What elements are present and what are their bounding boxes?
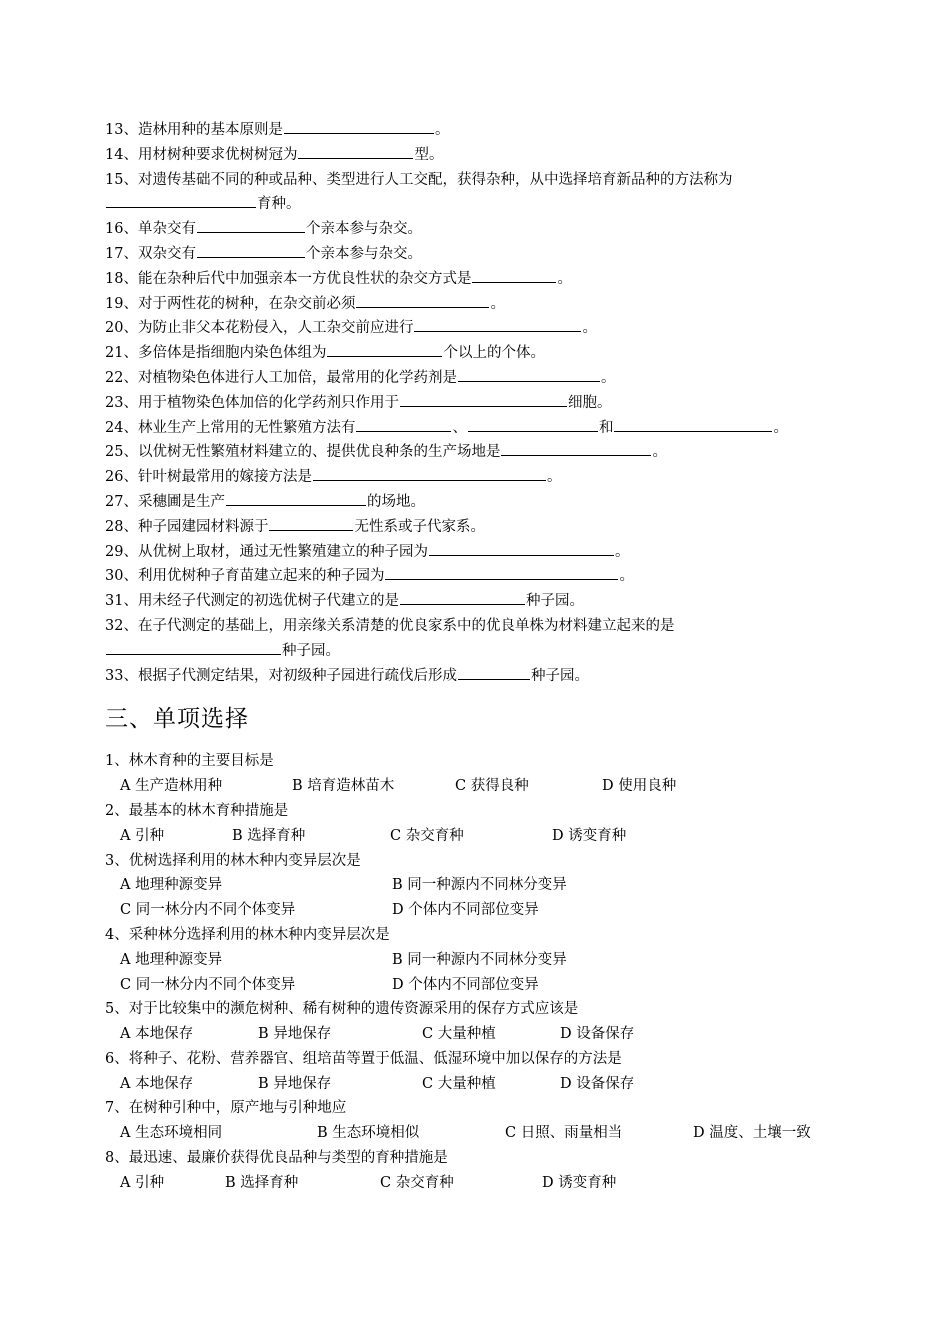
choice-option[interactable]: D 设备保存 (560, 1026, 635, 1043)
question-text: 的场地。 (366, 493, 425, 510)
question-number: 32、 (105, 617, 138, 634)
question-text: 育种。 (257, 196, 301, 213)
answer-blank[interactable] (226, 491, 366, 506)
question-text: 。 (619, 568, 634, 585)
fill-question-line (105, 292, 845, 317)
choice-option[interactable]: B 选择育种 (232, 827, 306, 844)
choice-option-row (105, 1072, 845, 1097)
question-text: 。 (773, 419, 788, 436)
question-text: 种子园。 (530, 667, 589, 684)
choice-option-row (105, 774, 845, 799)
question-text: 根据子代测定结果，对初级种子园进行疏伐后形成 (137, 667, 457, 684)
question-number: 23、 (105, 394, 138, 411)
question-number: 14、 (105, 146, 138, 163)
answer-blank[interactable] (458, 665, 530, 680)
question-number: 13、 (105, 122, 138, 138)
choice-question-stem: 4、采种林分选择利用的林木种内变异层次是 (105, 926, 390, 943)
question-text: 为防止非父本花粉侵入，人工杂交前应进行 (137, 320, 414, 337)
question-text: 双杂交有 (137, 245, 196, 262)
choice-option-row (105, 824, 845, 849)
choice-question-stem: 3、优树选择利用的林木种内变异层次是 (105, 852, 361, 869)
answer-blank[interactable] (284, 119, 434, 134)
question-number: 20、 (105, 320, 138, 337)
choice-option[interactable]: C 同一林分内不同个体变异 (120, 902, 296, 919)
choice-option[interactable]: C 日照、雨量相当 (505, 1125, 623, 1142)
question-number: 30、 (105, 568, 138, 585)
question-text: 多倍体是指细胞内染色体组为 (137, 345, 327, 362)
fill-question-line (105, 143, 845, 168)
answer-blank[interactable] (197, 218, 305, 233)
choice-question-stem: 6、将种子、花粉、营养器官、组培苗等置于低温、低湿环境中加以保存的方法是 (105, 1050, 622, 1067)
choice-option[interactable]: B 选择育种 (225, 1174, 299, 1191)
choice-option[interactable]: A 地理种源变异 (120, 877, 223, 894)
choice-option[interactable]: A 生态环境相同 (120, 1125, 223, 1142)
fill-question-line (105, 564, 845, 589)
choice-question-stem: 7、在树种引种中，原产地与引种地应 (105, 1100, 347, 1117)
question-number: 17、 (105, 245, 138, 262)
question-text: 针叶树最常用的嫁接方法是 (137, 469, 312, 486)
choice-option[interactable]: C 杂交育种 (380, 1174, 454, 1191)
choice-option-row (105, 948, 845, 973)
choice-question-stem: 8、最迅速、最廉价获得优良品种与类型的育种措施是 (105, 1150, 448, 1167)
choice-option[interactable]: A 本地保存 (120, 1075, 194, 1092)
choice-option[interactable]: A 地理种源变异 (120, 951, 223, 968)
fill-question-line (105, 490, 845, 515)
question-text: 种子园。 (525, 593, 584, 610)
question-number: 16、 (105, 221, 138, 238)
choice-option[interactable]: C 获得良种 (455, 778, 529, 795)
question-text: 林业生产上常用的无性繁殖方法有 (137, 419, 356, 436)
choice-option[interactable]: D 个体内不同部位变异 (392, 976, 539, 993)
choice-option[interactable]: D 温度、土壤一致 (693, 1125, 811, 1142)
question-text: 。 (557, 270, 572, 287)
question-text: 无性系或子代家系。 (354, 518, 485, 535)
question-text: 。 (600, 369, 616, 386)
question-text: 细胞。 (567, 394, 612, 411)
choice-option[interactable]: B 同一种源内不同林分变异 (392, 951, 567, 968)
answer-blank[interactable] (458, 367, 600, 382)
fill-question-line (105, 316, 845, 341)
question-text: 在子代测定的基础上，用亲缘关系清楚的优良家系中的优良单株为材料建立起来的是 (137, 617, 675, 634)
answer-blank[interactable] (614, 417, 772, 432)
question-text: 造林用种的基本原则是 (137, 122, 283, 138)
fill-question-line (105, 639, 845, 664)
choice-option[interactable]: B 培育造林苗木 (292, 778, 395, 795)
question-text: 用于植物染色体加倍的化学药剂只作用于 (137, 394, 399, 411)
fill-question-line (105, 465, 845, 490)
question-number: 26、 (105, 469, 138, 486)
question-number: 29、 (105, 543, 138, 560)
fill-in-blank-section (105, 118, 845, 688)
choice-option[interactable]: C 同一林分内不同个体变异 (120, 976, 296, 993)
choice-option[interactable]: D 个体内不同部位变异 (392, 902, 539, 919)
choice-option[interactable]: C 杂交育种 (390, 827, 464, 844)
document-page (105, 118, 845, 1196)
question-text: 和 (598, 419, 614, 436)
answer-blank[interactable] (429, 541, 614, 556)
question-text: 个亲本参与杂交。 (305, 245, 422, 262)
answer-blank[interactable] (298, 144, 413, 159)
choice-option[interactable]: D 诱变育种 (552, 827, 627, 844)
question-text: 种子园。 (282, 642, 340, 659)
choice-option[interactable]: B 异地保存 (258, 1075, 332, 1092)
question-number: 18、 (105, 270, 138, 287)
choice-option-row (105, 1022, 845, 1047)
fill-question-line (105, 589, 845, 614)
fill-question-line (105, 440, 845, 465)
fill-question-line (105, 391, 845, 416)
choice-option[interactable]: B 异地保存 (258, 1026, 332, 1043)
choice-question-stem: 1、林木育种的主要目标是 (105, 753, 274, 770)
choice-option[interactable]: B 生态环境相似 (317, 1125, 420, 1142)
choice-option[interactable]: A 生产造林用种 (120, 778, 223, 795)
question-text: 从优树上取材，通过无性繁殖建立的种子园为 (137, 543, 428, 560)
question-number: 33、 (105, 667, 138, 684)
question-text: 以优树无性繁殖材料建立的、提供优良种条的生产场地是 (137, 444, 501, 461)
question-text: 能在杂种后代中加强亲本一方优良性状的杂交方式是 (137, 270, 472, 287)
fill-question-line (105, 341, 845, 366)
fill-question-line (105, 118, 845, 143)
question-text: 对植物染色体进行人工加倍，最常用的化学药剂是 (137, 369, 457, 386)
fill-question-line (105, 366, 845, 391)
choice-option-row (105, 1171, 845, 1196)
question-number: 15、 (105, 171, 138, 188)
question-text: 采穗圃是生产 (137, 493, 225, 510)
answer-blank[interactable] (468, 417, 598, 432)
answer-blank[interactable] (501, 441, 651, 456)
single-choice-section (105, 749, 845, 1195)
choice-option-row (105, 873, 845, 898)
question-text: 对于两性花的树种，在杂交前必须 (137, 295, 356, 312)
answer-blank[interactable] (356, 293, 489, 308)
choice-option[interactable]: B 同一种源内不同林分变异 (392, 877, 567, 894)
question-number: 21、 (105, 345, 138, 362)
question-number: 28、 (105, 518, 138, 535)
question-text: 单杂交有 (137, 221, 196, 238)
question-text: 个以上的个体。 (443, 345, 545, 362)
question-text: 。 (614, 543, 630, 560)
choice-option-row (105, 973, 845, 998)
fill-question-line (105, 217, 845, 242)
question-text: 。 (490, 295, 505, 312)
choice-option[interactable]: D 设备保存 (560, 1075, 635, 1092)
question-text: 利用优树种子育苗建立起来的种子园为 (137, 568, 385, 585)
fill-question-line (105, 168, 845, 193)
answer-blank[interactable] (400, 392, 567, 407)
question-text: 。 (582, 320, 597, 337)
choice-option-row (105, 1121, 845, 1146)
section-title: 三、单项选择 (105, 706, 249, 733)
fill-question-line (105, 515, 845, 540)
choice-question-stem: 2、最基本的林木育种措施是 (105, 802, 289, 819)
answer-blank[interactable] (106, 193, 256, 208)
fill-question-line (105, 242, 845, 267)
fill-question-line (105, 614, 845, 639)
choice-option[interactable]: D 诱变育种 (542, 1174, 617, 1191)
answer-blank[interactable] (313, 466, 546, 481)
fill-question-line (105, 267, 845, 292)
choice-option[interactable]: C 大量种植 (422, 1026, 496, 1043)
question-number: 19、 (105, 295, 138, 312)
answer-blank[interactable] (414, 317, 581, 332)
question-number: 27、 (105, 493, 138, 510)
question-text: 用未经子代测定的初选优树子代建立的是 (137, 593, 399, 610)
question-number: 25、 (105, 444, 138, 461)
choice-option[interactable]: A 引种 (120, 827, 165, 844)
question-number: 31、 (105, 593, 138, 610)
fill-question-line (105, 664, 845, 689)
question-text: 个亲本参与杂交。 (305, 221, 422, 238)
choice-option[interactable]: D 使用良种 (602, 778, 677, 795)
choice-question-stem: 5、对于比较集中的濒危树种、稀有树种的遗传资源采用的保存方式应该是 (105, 1001, 579, 1018)
question-text: 、 (452, 419, 467, 436)
fill-question-line (105, 416, 845, 441)
choice-option[interactable]: C 大量种植 (422, 1075, 496, 1092)
question-number: 22、 (105, 369, 138, 386)
answer-blank[interactable] (472, 268, 556, 283)
fill-question-line (105, 192, 845, 217)
answer-blank[interactable] (106, 640, 281, 655)
question-text: 用材树种要求优树树冠为 (137, 146, 298, 163)
answer-blank[interactable] (269, 516, 353, 531)
answer-blank[interactable] (400, 590, 525, 605)
answer-blank[interactable] (327, 342, 442, 357)
question-text: 种子园建园材料源于 (137, 518, 269, 535)
question-text: 型。 (414, 146, 444, 163)
question-text: 。 (434, 122, 450, 138)
question-number: 24、 (105, 419, 138, 436)
answer-blank[interactable] (385, 565, 618, 580)
choice-option-row (105, 898, 845, 923)
question-text: 。 (652, 444, 667, 461)
question-text: 对遗传基础不同的种或品种、类型进行人工交配，获得杂种，从中选择培育新品种的方法称为 (137, 171, 733, 188)
fill-question-line (105, 540, 845, 565)
answer-blank[interactable] (356, 417, 451, 432)
question-text: 。 (546, 469, 562, 486)
choice-option[interactable]: A 本地保存 (120, 1026, 194, 1043)
choice-option[interactable]: A 引种 (120, 1174, 165, 1191)
answer-blank[interactable] (197, 243, 305, 258)
